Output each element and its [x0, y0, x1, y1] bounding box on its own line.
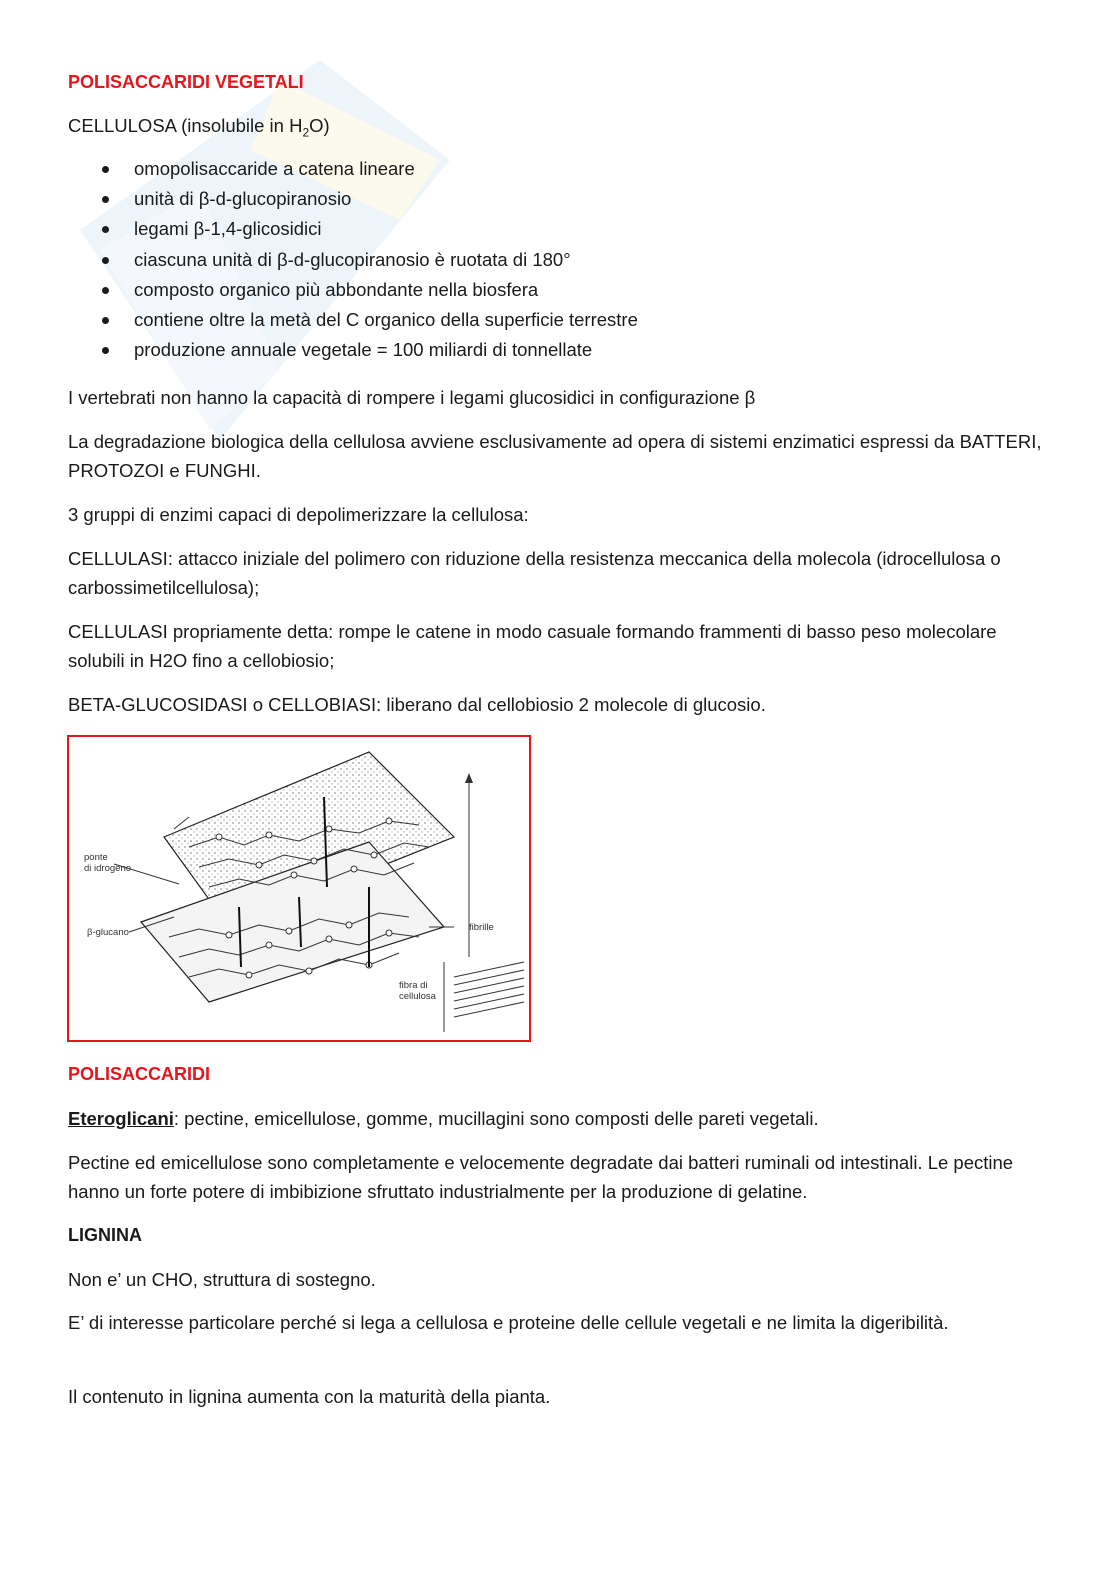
- label-beta-glucano: β-glucano: [87, 927, 129, 938]
- paragraph-cellulasi-propriamente: CELLULASI propriamente detta: rompe le catene in modo casuale formando frammenti di basso peso molecolare solubili in H2O fino a cellobiosio;: [68, 621, 997, 671]
- section-title-lignina: LIGNINA: [68, 1225, 142, 1245]
- label-ponte-1: ponte: [84, 852, 108, 863]
- paragraph-lignina-1: Non e’ un CHO, struttura di sostegno.: [68, 1269, 376, 1290]
- label-fibra-1: fibra di: [399, 980, 428, 991]
- eteroglicani-term: Eteroglicani: [68, 1108, 174, 1129]
- list-item: produzione annuale vegetale = 100 miliardi di tonnellate: [68, 335, 638, 365]
- paragraph-cellulasi-iniziale: CELLULASI: attacco iniziale del polimero con riduzione della resistenza meccanica della molecola (idrocellulosa o carbossimetilcellulosa);: [68, 548, 1001, 598]
- list-item: legami β-1,4-glicosidici: [68, 214, 638, 244]
- list-item: unità di β-d-glucopiranosio: [68, 184, 638, 214]
- section-title-polisaccaridi: POLISACCARIDI: [68, 1064, 211, 1084]
- cellulosa-bullet-list: [68, 154, 638, 365]
- paragraph-beta-glucosidasi: BETA-GLUCOSIDASI o CELLOBIASI: liberano dal cellobiosio 2 molecole di glucosio.: [68, 694, 766, 715]
- paragraph-eteroglicani: Eteroglicani: pectine, emicellulose, gomme, mucillagini sono composti delle pareti vegetali.: [68, 1108, 819, 1129]
- paragraph-pectine: Pectine ed emicellulose sono completamente e velocemente degradate dai batteri ruminali od intestinali. Le pectine hanno un forte potere di imbibizione sfruttato industrialmente per la produzione di gelatine.: [68, 1152, 1014, 1202]
- section-title-polisaccaridi-vegetali: POLISACCARIDI VEGETALI: [68, 72, 304, 92]
- list-item: omopolisaccaride a catena lineare: [68, 154, 638, 184]
- list-item: ciascuna unità di β-d-glucopiranosio è ruotata di 180°: [68, 245, 638, 275]
- paragraph-degradazione: La degradazione biologica della cellulosa avviene esclusivamente ad opera di sistemi enzimatici espressi da BATTERI, PROTOZOI e FUNGHI.: [68, 431, 1042, 481]
- label-fibra-2: cellulosa: [399, 991, 436, 1002]
- cellulose-diagram: [69, 737, 529, 1040]
- list-item: contiene oltre la metà del C organico della superficie terrestre: [68, 305, 638, 335]
- cellulose-diagram-figure: [67, 735, 531, 1042]
- paragraph-lignina-2: E’ di interesse particolare perché si lega a cellulosa e proteine delle cellule vegetali e ne limita la digeribilità.: [68, 1312, 949, 1333]
- paragraph-gruppi-enzimi: 3 gruppi di enzimi capaci di depolimerizzare la cellulosa:: [68, 504, 529, 525]
- label-fibrille: fibrille: [469, 922, 494, 933]
- paragraph-vertebrati: I vertebrati non hanno la capacità di rompere i legami glucosidici in configurazione β: [68, 387, 756, 408]
- paragraph-lignina-3: Il contenuto in lignina aumenta con la maturità della pianta.: [68, 1386, 551, 1407]
- list-item: composto organico più abbondante nella biosfera: [68, 275, 638, 305]
- label-ponte-2: di idrogeno: [84, 863, 132, 874]
- cellulosa-heading: CELLULOSA (insolubile in $H_2O$): [68, 115, 330, 140]
